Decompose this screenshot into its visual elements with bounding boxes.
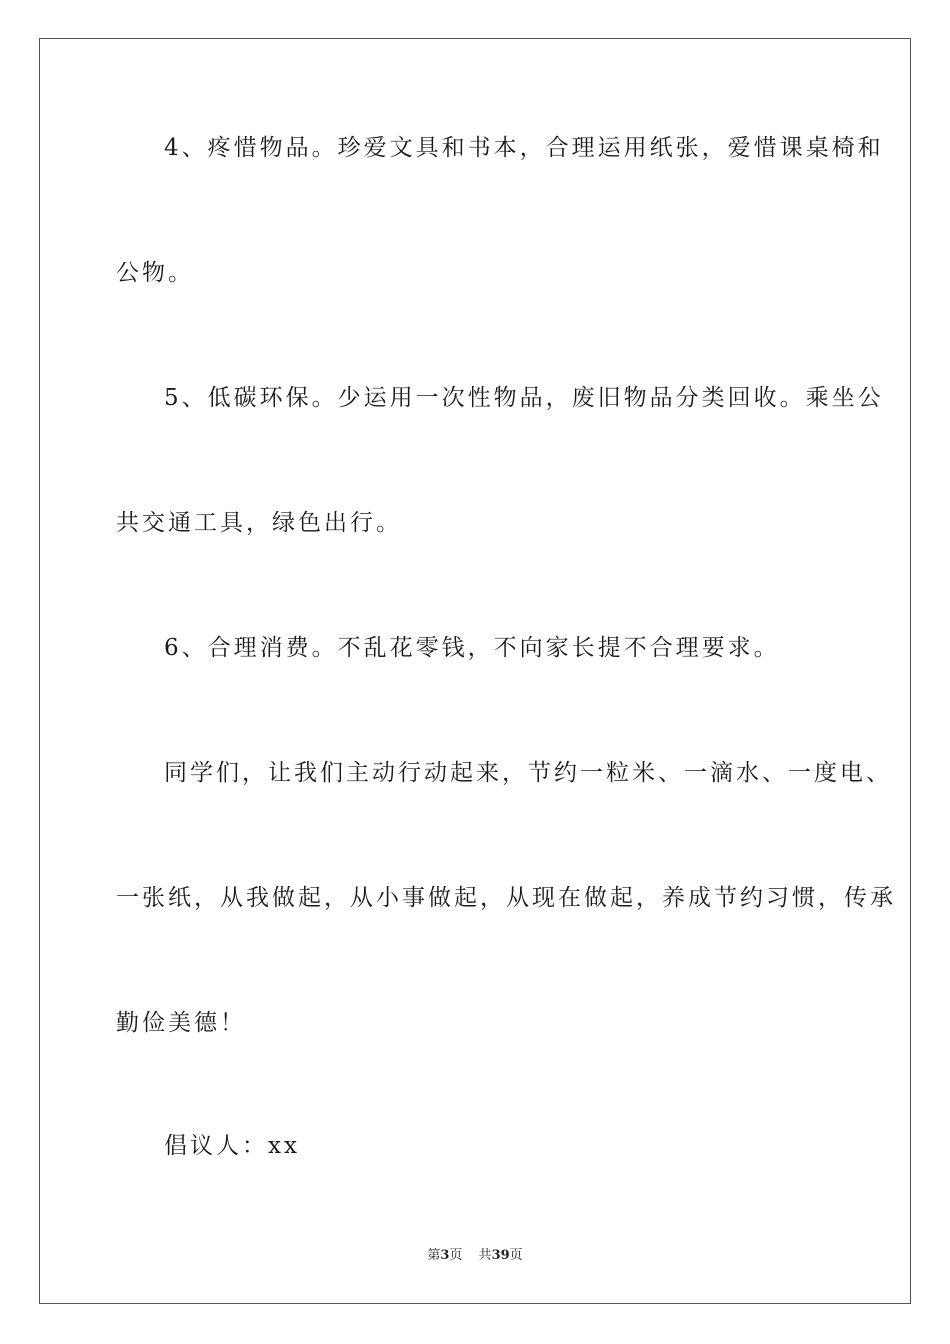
closing-paragraph-line-3: 勤俭美德！ xyxy=(116,1010,246,1036)
paragraph-4-line-1: 4、疼惜物品。珍爱文具和书本，合理运用纸张，爱惜课桌椅和 xyxy=(164,135,884,161)
paragraph-6-line-1: 6、合理消费。不乱花零钱，不向家长提不合理要求。 xyxy=(164,635,780,661)
signature-line: 倡议人：xx xyxy=(164,1133,300,1159)
page-indicator xyxy=(427,1248,462,1263)
total-pages: 39 xyxy=(491,1248,510,1263)
page-footer xyxy=(0,1244,950,1263)
page-prefix: 第 xyxy=(427,1248,441,1263)
total-pages-indicator xyxy=(479,1248,523,1263)
paragraph-5-line-2: 共交通工具，绿色出行。 xyxy=(116,510,402,536)
page-number: 3 xyxy=(440,1248,450,1263)
paragraph-5-line-1: 5、低碳环保。少运用一次性物品，废旧物品分类回收。乘坐公 xyxy=(164,385,884,411)
page-suffix: 页 xyxy=(449,1248,463,1263)
total-suffix: 页 xyxy=(509,1248,523,1263)
closing-paragraph-line-2: 一张纸，从我做起，从小事做起，从现在做起，养成节约习惯，传承 xyxy=(116,885,896,911)
page-border xyxy=(39,38,911,1304)
total-prefix: 共 xyxy=(478,1248,492,1263)
closing-paragraph-line-1: 同学们，让我们主动行动起来，节约一粒米、一滴水、一度电、 xyxy=(164,760,892,786)
paragraph-4-line-2: 公物。 xyxy=(116,260,194,286)
